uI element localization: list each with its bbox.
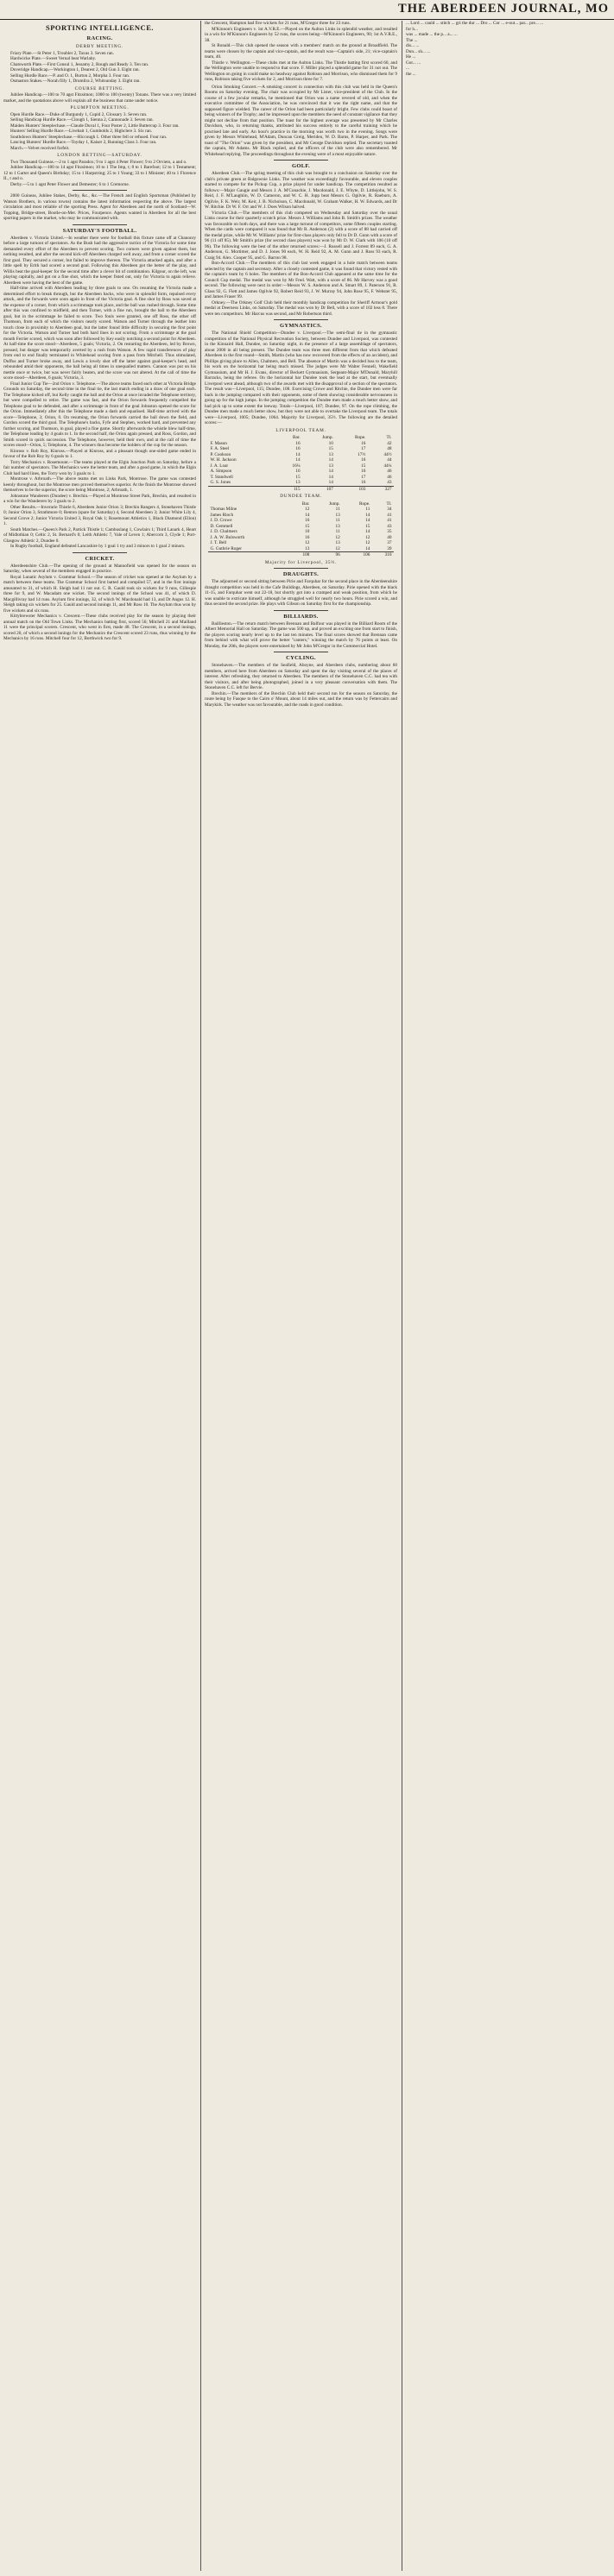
race-result: Maiden Hunters' Steeplechase.—Claude Duval 1, Four Poster 2, Little Buttercup 3. Four ran.	[10, 123, 180, 129]
dundee-score-table	[208, 501, 393, 558]
race-result: Hardwicke Plate.—Sweet Vernal beat Warlaby.	[10, 56, 97, 61]
match-report: In Rugby football, England defeated Lancashire by 1 goal 1 try and 3 minors to 1 goal 2 minors.	[10, 544, 186, 549]
truncated-text: the ...	[406, 71, 416, 77]
race-result: Doveridge Handicap.—Workington 1, Dearest 2, Old Gun 3. Eight ran.	[10, 67, 140, 72]
table-row: T. Standwell 15 14 17 46	[210, 474, 392, 480]
dundee-caption: DUNDEE TEAM.	[280, 494, 322, 499]
match-report: Aberdeen Club.—The spring meeting of this club was brought to a conclusion on Saturday over the club's private green at Balgownie Links. The weather was exceedingly favourable, and eleven couples started to compete for the Pickup Cup, a prize played for under handicap. The competition resulted as follows:—Major Gaugie and Messrs J. A. M'Conachie, J. Macdonald, J. E. Whyte, D. Littlejohn, W. S. Reid, J. F. M'Laughlin, W. D. Cameron, and W. C. H. Jopp beat Messrs G. Ogilvie, R. Raeburn, A. Ogilvie, F. K. Weir, M. Keir, J. B. Nicholson, C. Macdonald, W. Graham Walker, H. W. Edwards, and Dr W. Ritchie. Dr W. F. Orr and W. J. Does Wilson halved.	[205, 171, 397, 210]
match-report: Torry Mechanics v. Rosemount.—The teams played at the Elgin Junction Park on Saturday, before a fair number of spectators. The Mechanics were the better team, and after a good game, in which the Elgin Club had hard lines, the Torry won by 3 goals to 1.	[3, 459, 196, 476]
betting-line: Derby.—5 to 1 agst Peter Flower and Demester; 6 to 1 Cremorne.	[10, 181, 130, 187]
race-result: Lancing Hunters' Hurdle Race.—Toyday 1, Kaiser 2, Running Clara 3. Four ran.	[10, 140, 157, 145]
cricket-reports	[3, 564, 196, 642]
subheading-gymnastics: GYMNASTICS.	[280, 323, 322, 329]
section-heading-sporting: SPORTING INTELLIGENCE.	[45, 23, 154, 32]
table-row: W. H. Jackson 14 14 16 44	[210, 457, 392, 463]
subheading-london-betting: LONDON BETTING—SATURDAY.	[57, 153, 142, 158]
race-result: Selling Handicap Hurdle Race.—Clough 1, Sienna 2, Cannonade 3. Seven ran.	[10, 117, 154, 123]
match-report: Other Results.—Inverurie Thistle 6, Aberdeen Junior Orion 3; Brechin Rangers 4, Stonehaven Thistle 0; Junior Orion 3, Strathmore 0; Renton (spare for Saturday) 4, Second Aberdeen 3; Junior White Lily 4, Second Grove 2; Junior Victoria United 3, Royal Oak 1; Rosemount Athletics 1, Black Diamond (Ellon) 1.	[3, 504, 196, 526]
table-row: F. Mason 16 10 16 42	[210, 440, 392, 446]
table-row: J. D. Chalmers 10 11 14 35	[210, 529, 392, 534]
race-result: Selling Hurdle Race.—P. and O. 1, Burton 2, Morpha 3. Four ran.	[10, 72, 130, 79]
match-report: Orkney.—The Orkney Golf Club held their monthly handicap competition for Sheriff Armour's gold medal at Deerness Links, on Saturday. The medal was won by Dr Bell, with a score of 102 less 8. There were ten competitors. Mr Harcus was second, and Mr Robertson third.	[205, 299, 397, 317]
truncated-text: for h...	[406, 26, 418, 32]
truncated-text: The ...	[406, 37, 418, 43]
match-report: Royal Lunatic Asylum v. Grammar School.—The season of cricket was opened at the Asylum by a match between these teams. The Grammar School first batted and compiled 57, and in the first innings amounted to 31, of which H. Sleigh had 11 not out. C. R. Gauld took six wickets for 9 runs, Gillespie three for 9, and W. Macadam one wicket. The second innings of the School was 41, of which D. Macgillivray had 14 runs. Asylum first innings, 32, of which W. Macdonald had 13, and Dr Angus 12. H. Sleigh taking six wickets for 25. Gauld and second innings 11, and Mr Ross 10. The Asylum thus won by five wickets and six runs.	[3, 574, 196, 614]
table-row: D. Gemmell 15 13 15 43	[210, 523, 392, 529]
subheading-cricket: CRICKET.	[85, 555, 115, 562]
match-report: Bon-Accord Club.—The members of this club last week engaged in a hole match between teams selected by the captain and secretary. After a closely contested game, it was found that victory rested with the captain's team by 6 holes. The members of the Bon-Accord Club appeared at the same time for the Council Cup medal. The medal was won by Mr Fred. Watt, with a score of 86. Mr Harvey was a good second. The following were next in order:—Messrs W. S. Anderson and A. Smart 89, J. Paterson 91, R. Glass 92, G. Flett and James Ogilvie 92, Robert Reid 93, J. W. Murray 94, John Rose 95, F. Webster 95, and James Fraser 99.	[205, 261, 397, 299]
match-report: Victoria Club.—The members of this club competed on Wednesday and Saturday over the usual Links course for their quarterly scratch prize. Messrs J. Williams and John B. Smith's prizes. The weather was favourable on both days, and there was a large turnout of competitors, some fifteen couples starting. When the cards were compared it was found that Mr R. Anderson (2) with a score of 88 had carried off the medal prize, while Mr W. Williams' prize for first-class players only fell to Dr D. Gunn with a score of 96 (11 off 85). Mr Smith's prize (for second class players) was won by Mr D. W. Clark with 106 (10 off 96). The following were the best of the other returned scores:—J. Russell and J. Forrest 89 each, G. A. Anderson, G. Mortimer, and D. J. Jones 90 each, W. H. Reid 92, A. M. Gunn and J. Ross 93 each, R. Craig 94. Alex. Cooper 95, and G. Barron 98.	[205, 210, 397, 261]
cycling-report: Brechin.—The members of the Brechin Club held their second run for the season on Saturday, the route being by Fasque to the Cairn o' Mount, about 14 miles out, and the return was by Fettercairn and Marykirk. The weather was not favourable, and the roads in good condition.	[205, 690, 397, 708]
subheading-course-betting: COURSE BETTING.	[74, 85, 125, 91]
match-report: Final Junior Cup Tie—2nd Orion v. Telephone.—The above teams faced each other at Victoria Bridge Grounds on Saturday, the second time in the final tie, the last match ending in a draw of one goal each. The Telephone kicked off, but Kelly caught the ball and the Orion at once invaded the Telephone territory, but were compelled to retire. The game was fast, and the Orion forwards frequently compelled the Telephone goal to be defended, and after a scrimmage in front of the goal Johnston opened the score for the Orion. Immediately after this the Telephone made a dash and equalised. Half-time arrived with the score—Telephone, 3; Orion, 0. On resuming, the Orion forwards carried the ball down the field, and Gordon scored the third goal. The Telephone's backs, Fyfe and Stephen, worked hard, and prevented any further scoring, and Thomson, in goal, played a fine game. Shortly afterwards the whistle blew half-time, the Telephone leading by 4 goals to 1. In the second half, the Orion again pressed, and Ross, Gordon, and Smith scored in quick succession. The Telephone, however, held their own, and at the call of time the scores stood—Orion, 5; Telephone, 4. The winners thus become the holders of the cup for the season.	[3, 381, 196, 448]
race-result: Osmaston Stakes.—Norah filly 1, Drumlira 2, Whitsunday 3. Eight ran.	[10, 79, 141, 84]
match-report: Kinross v. Rob Roy, Kinross.—Played at Kinross, and a pleasant though one-sided game ended in favour of the Rob Roy by 6 goals to 1.	[3, 448, 196, 459]
football-reports	[3, 236, 196, 550]
subheading-golf: GOLF.	[292, 163, 310, 169]
plumpton-results	[3, 112, 196, 152]
table-row: G. S. Jones 13 14 16 43	[210, 480, 392, 485]
columns	[3, 21, 611, 2571]
table-total-row: 115 107 103 327	[208, 486, 393, 492]
truncated-text: Dun... sh... ...	[406, 48, 431, 54]
match-report: Half-time arrived with Aberdeen leading by three goals to one. On resuming the Victoria made a determined effort to break through, but the Aberdeen backs, who were in splendid form, repulsed every attack, and the forwards were soon again in front of the Victoria goal. A fine shot by Ross was saved at the expense of a corner, from which a scrimmage took place, and the ball was rushed through. Some time after this was confined to midfield, and then Turner, with a fine run, brought the ball to the Aberdeen goal, but in the scrimmage he failed to score. Two fouls were granted, one off Ross, the other off Thomson, from each of which the visitors nearly scored. Watson and Turner through the leather into touch close in proximity to Aberdeen goal, but the latter found little difficulty in securing the first point for the Victoria. Watson and Turner had both hard lines in not scoring. From a scrimmage at the goal mouth Ferrier scored, which was soon after followed by Key easily notching a second point for Aberdeen. At half-time the score stood—Aberdeen, 5 goals; Victoria, 2. On restarting the Aberdeen, led by Brown, pressed, but danger was temporarily averted by a rush from Watson. A few rapid transferences of play from end to end finally terminated in Whitehead scoring from a pass from Mitchell. Thus stimulated, Duffus and Turner broke away, and Lewis a lovely shot off the latter against goal-keeper's head, and rebounded amid their opponents, the ball being all times in unequalled matters. Cannon was put on his mettle once or twice, but was never fairly beaten, and the score was not altered. At the call of time the score stood—Aberdeen, 6 goals; Victoria, 3.	[3, 286, 196, 381]
table-row: J. A. Loar 16¼ 13 15 44¼	[210, 463, 392, 469]
divider	[274, 319, 327, 320]
divider	[73, 224, 126, 225]
course-betting-text: Jubilee Handicap.—100 to 70 agst Fitzsimon; 1000 to 100 (twenty) Tonans. There was a very limited market, and the quotations above will explain all the business that came under notice.	[3, 92, 196, 104]
billiards-report: Baillieston.—The return match between Brennan and Balfour was played in the Billiard Room of the Albert Memorial Hall on Saturday. The game was 500 up, and proved an exciting one from start to finish, the players scoring nearly level up to the last ten minutes. The final scores showed that Brennan came from behind with what will prove the better "canters," winning the match by 76 points at least. On Monday, the 20th, the players were entertained by Mr John M'Gregor in the Commercial Hotel.	[205, 620, 397, 649]
table-row: J. A. W. Bulsworth 16 12 12 40	[210, 534, 392, 540]
truncated-text: He ...	[406, 54, 416, 60]
table-row: A. Simpson 16 14 16 46	[210, 469, 392, 474]
subheading-cycling: CYCLING.	[286, 655, 316, 661]
match-report: Thistle v. Wellington.—These clubs met at the Aulton Links. The Thistle batting first scored 60, and the Wellington were unable to respond to that score. F. Miller played a splendid game for 31 not out. The Wellington on going in could make no headway against Robison and Morrison, who dismissed them for 9 runs, Robison taking five wickets for 2, and Morrison three for 7.	[205, 60, 397, 82]
betting-line: Two Thousand Guineas.—2 to 1 agst Paradox; 9 to 1 agst 4 Peter Flower; 9 to 2 Orvieto, a and o.	[10, 159, 187, 165]
match-report: Montrose v. Arbroath.—The above teams met on Links Park, Montrose. The game was contested keenly throughout, but the Montrose men proved themselves superior. At the finish the Montrose showed themselves to be the superior, the score being Montrose, 2; Arbroath, 1.	[3, 476, 196, 493]
column-rule	[200, 21, 201, 2571]
truncated-text: was ... made ... the p... a... ...	[406, 32, 458, 37]
divider	[274, 160, 327, 161]
race-result: Open Hurdle Race.—Duke of Burgundy 1, Cupid 2, Glossary 3. Seven ran.	[10, 111, 148, 117]
match-report: St Ronald.—This club opened the season with a members' match on the ground at Broadfield. The teams were chosen by the captain and vice-captain, and the result was—Captain's side, 21; vice-captain's team, 40.	[205, 43, 397, 60]
subheading-billiards: BILLIARDS.	[283, 613, 319, 620]
derby-results	[3, 51, 196, 85]
table-row: Thomas Milne 12 11 11 34	[210, 507, 392, 512]
truncated-text: ...	[406, 66, 409, 71]
divider	[73, 552, 126, 553]
match-report: Kittybrewster Mechanics v. Crescent.—These clubs received play for the season by playing their annual match on the Old Town Links. The Mechanics batting first, scored 56; Mitchell 21 and Mailland 11 were the principal scorers. Crescent, who went in first, made 48. The Crescent, in a second innings, scored 20, of which a second innings for the Mechanics the Crescent scored 23 runs, thus winning by the Mechanics by 16 runs. Mitchell four for 12, Borthwick two for 9.	[3, 614, 196, 641]
masthead	[0, 0, 614, 20]
race-result: Friary Plate.—St Peter 1, Troubler 2, Taxus 3. Seven ran.	[10, 50, 114, 56]
race-result: Southdown Hunters' Steeplechase.—Hiccough 1. Other three fell or refused. Four ran.	[10, 134, 168, 140]
subheading-draughts: DRAUGHTS.	[282, 571, 320, 577]
race-result: Chatsworth Plate.—First Consul 1, Jessamy 2, Rough and Ready 3. Ten ran.	[10, 61, 149, 67]
majority-line: Majority for Liverpool, 35½.	[264, 559, 338, 565]
divider	[274, 568, 327, 569]
advertisement-note: 2000 Guineas, Jubilee Stakes, Derby, &c., &c.—The French and English Sportsman (Published by Watson Brothers, in various towns) contains the latest information respecting the above. The largest circulation and most reliable of the sporting Press. Agent for Aberdeen and the north of Scotland—W. Topping, Bridge-street, Bootle-on-Mer. Prices, Fourpence. Agents wanted in Aberdeen for all the best sporting papers in the market, who may be communicated with.	[3, 193, 196, 221]
race-result: March.—Velvet received forfeit.	[10, 145, 70, 151]
liverpool-caption: LIVERPOOL TEAM.	[275, 427, 326, 433]
truncated-text: ... Lord ... cauld ... stitch ... gri the dur ... Dro ... Cor ... e-out... par... pre... ...	[406, 21, 544, 26]
golf-reports	[205, 171, 397, 317]
truncated-text: Gor... ...	[406, 60, 421, 66]
divider	[73, 190, 126, 191]
match-report: M'Kinnon's Engineers v. 1st A.V.R.E.—Played on the Aulton Links in splendid weather, and resulted in a win for M'Kinnon's Engineers by 52 runs, the scores being—M'Kinnon's Engineers, 90; 1st A.V.R.E., 38.	[205, 26, 397, 43]
draughts-report: The adjourned or second sitting between Pirie and Farquhar for the second place in the Aberdeenshire draught competition was held in the Cafe Buildings, Aberdeen, on Saturday. Pirie opened with the black 11-15, and Farquhar went out 22-18, but shortly got into a cramped and weak position, from which he was unable to extricate himself, although he struggled well for nearly two hours. Pirie scored a win, and thus secured the second prize. He plays with Gibson on Saturday first for the championship.	[205, 579, 397, 607]
truncated-text: dis... ...	[406, 43, 420, 48]
orion-concert-report: Orion Smoking Concert.—A smoking concert in connection with this club was held in the Queen's Rooms on Saturday evening. The chair was occupied by Mr Lister, vice-president of the Club. In the course of a few jocular remarks, he mentioned that Orion was a name revered of old, and when the executive committee of the Association, he was convinced that it was the right name, and that the supposed figure wielded. The career of the Orion had been particularly bright. Few clubs could boast of being winners of the Trophy; and he impressed upon the members the need of constant vigilance that they might not decline from that position. The toast for the highest average was presented by Mr Charles Davidson, who, in returning thanks, attributed his success entirely to the careful training which he practised late and early. An hour's practice in the morning was worth two in the evening. Songs were given by Messrs Whitehead, M'Adam, Duncan Greig, Meriden, W. D. Barns, P. Harper, and Park. The toast of "The Orion" was given by the president, and Mr George Davidson replied. The secretary toasted the captain, Mr Adams. Mr Black replied, and the officers of the club were also remembered. Mr Whitehead replying. The proceedings throughout the evening were of a most enjoyable nature.	[205, 84, 397, 157]
gymnastics-report: The National Shield Competition—Dundee v. Liverpool.—The semi-final tie in the gymnastic competition of the National Physical Recreation Society, between Dundee and Liverpool, was contested in the Kinnaird Hall, Dundee, on Saturday night, in the presence of a large assemblage of spectators, about 2000 in all being present. The Dundee team was three men different from that which defeated Aberdeen in the first round—Smith, Martin (who has now recovered from the effects of an accident), and Phillips giving place to Allen, Chalmers, and Bell. The absence of Martin was a decided loss to the team, his work on the horizontal bar being much missed. The judges were Mr Walter Fennell, Wakefield Gymnasium, and Mr H. J. Evans, director of Beckett Gymnasium, Sergeant-Major M'Donald, Maryhill Barracks, being the referee. On the horizontal bar Dundee took the lead at the start, but eventually Liverpool went ahead, although two of the awards met with the disapproval of a section of the spectators. The result was—Liverpool, 115; Dundee, 108. Exercising Crowe and Ritchie, the Dundee men were far back in the jumping compared with their opponents, some of them showing considerable nervousness in going up for the high jumps. In the jumping competition the Dundee men made a much better show, and had pick up to some extent the leeway. Totals—Liverpool, 107; Dundee, 97. On the rope climbing, the Dundee men made a much better show, but they were not able to overtake the Liverpool team. The totals were—Liverpool, 1005; Dundee, 1064. Majority for Liverpool, 35½. The following are the detailed scores:—	[205, 331, 397, 425]
table-row: F. A. Steel 16 15 17 48	[210, 446, 392, 451]
cricket-continued: the Crescent, Hampton had five wickets for 21 runs, M'Gregor three for 23 runs.	[205, 21, 351, 26]
column-2	[205, 21, 397, 2571]
table-row: G. Guthrie Roger 13 12 14 39	[210, 545, 392, 551]
subheading-racing: RACING.	[86, 35, 113, 41]
table-row: P. Cookson 14 13 17½ 44½	[210, 451, 392, 457]
betting-line: Jubilee Handicap.—100 to 14 agst Fitzsimon; 10 to 1 The Imp, t; 8 to 1 Barefoot; 12 to 1 Testament; 12 to 1 Garter and Queen's Birthday; 15 to 1 Harpstring; 25 to 1 Young; 33 to 1 Minister; 40 to 1 Florence II., t and o.	[3, 165, 196, 181]
subheading-derby: DERBY MEETING.	[75, 44, 124, 49]
divider	[274, 610, 327, 611]
match-report: Aberdeen v. Victoria United.—In weather there were for football this fixture came off at Chanonry before a large turnout of spectators. As the Bush had the aggressive tactics of the Victoria for some time demanded every effort of the Aberdeen to prevent scoring. Two corners were given against them, but nothing resulted, and after the second kick-off Aberdeen charged well away, and from a corner scored the first goal. They secured a corner, but failed to improve thereon. The Victoria attacked again, and after a little spell by Erith had scored a second goal. Following this Aberdeen got the better of the play, and Willis beat the goal-keeper for the second time after a clever bit of combination. Kilgour, on the left, was playing capitally, and got on a fine shot, which the keeper fisted out, only for Victoria to again relieve. Aberdeen were having the best of the game.	[3, 235, 196, 286]
subheading-football: SATURDAY'S FOOTBALL.	[62, 227, 137, 234]
table-row: James Rioch 14 13 14 41	[210, 512, 392, 518]
table-header-row: Bar. Jump. Rope. Tl.	[293, 435, 392, 440]
cycling-report: Stonehaven.—The members of the Seafield, Aboyne, and Aberdeen clubs, numbering about 60 members, arrived here from Aberdeen on Saturday and spent the day visiting several of the places of interest. After refreshing, they returned to Aberdeen. The members of the Stonehaven C.C. had tea with their visitors, and after being photographed, joined in a very pleasant conversation with them. The Stonehaven C.C. left for Bervie.	[205, 663, 397, 690]
column-1	[3, 21, 196, 2571]
table-row: J. D. Crowe 16 11 14 41	[210, 518, 392, 523]
london-betting	[3, 160, 196, 188]
table-total-row: 108 96 106 310	[208, 552, 393, 558]
match-report: South Matches.—Queen's Park 2, Partick Thistle 1; Cambuslang 1, Cowlairs 1; Third Lanark 4, Heart of Midlothian 0; Celtic 2, St. Bernard's 0; Leith Athletic 7, Vale of Leven 1; Abercorn 3, Clyde 1; Port-Glasgow Athletic 2, Dundee 0.	[3, 526, 196, 544]
subheading-plumpton: PLUMPTON MEETING.	[70, 105, 130, 110]
newspaper-title: THE ABERDEEN JOURNAL, MO	[398, 2, 609, 16]
match-report: Johnstone Wanderers (Dundee) v. Brechin.—Played at Montrose Street Park, Brechin, and resulted in a win for the Wanderers by 3 goals to 2.	[3, 493, 196, 504]
race-result: Hunters' Selling Hurdle Race.—Livebait 1, Gumbolds 2, Highclere 3. Six ran.	[10, 129, 153, 134]
liverpool-score-table	[208, 435, 393, 492]
table-row: J. T. Bell 12 13 12 37	[210, 540, 392, 545]
table-header-row: Bar. Jump. Rope. Tl.	[301, 501, 392, 507]
match-report: Aberdeenshire Club.—The opening of the ground at Mannofield was opened for the season on Saturday, when several of the members engaged in practice.	[3, 563, 196, 574]
column-3-truncated	[406, 21, 611, 2571]
